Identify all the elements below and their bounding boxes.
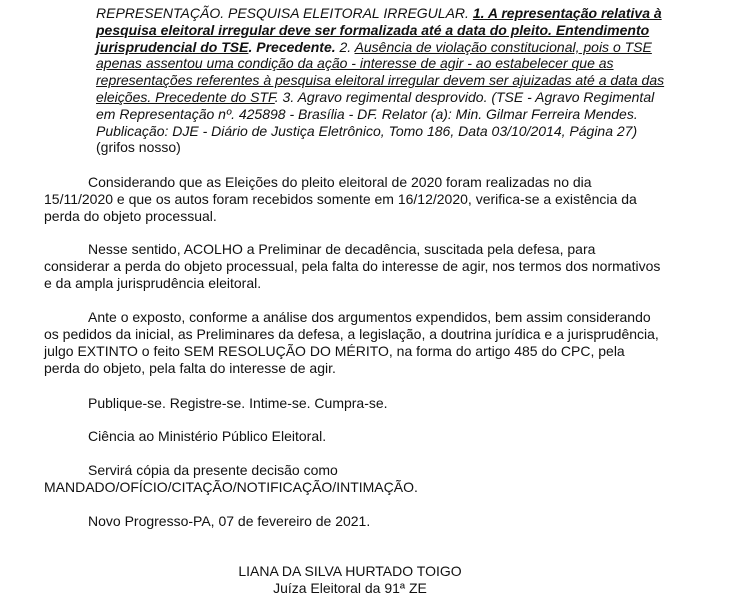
quote-precedent-label: . Precedente. xyxy=(248,38,336,55)
paragraph-copy-serves-as: Servirá cópia da presente decisão como MANDADO/OFÍCIO/CITAÇÃO/NOTIFICAÇÃO/INTIMAÇÃO. xyxy=(44,462,418,495)
quote-item-number: 2. xyxy=(335,38,355,55)
quote-constitutional-emphasis: Ausência de violação constitucional, pois o TSE apenas assentou uma condição da ação - interesse de agir - ao estabelecer que as representações referentes à pesquisa eleitoral irregular devem ser ajuizadas até a data das eleições. Precedente do STF xyxy=(96,38,665,105)
quote-citation: . 3. Agravo regimental desprovido. (TSE - Agravo Regimental em Representação nº. 425898 - Brasília - DF. Relator (a): Min. Gilmar Ferreira Mendes. Publicação: DJE - Diário de Justiça Eletrônico, Tomo 186, Data 03/10/2014, Página 27) xyxy=(96,88,655,139)
paragraph-preliminary-accepted: Nesse sentido, ACOLHO a Preliminar de decadência, suscitada pela defesa, para considerar a perda do objeto processual, pela falta do interesse de agir, nos termos dos normativos e da ampla jurisprudência eleitoral. xyxy=(44,241,661,291)
signature-title: Juíza Eleitoral da 91ª ZE xyxy=(273,580,427,596)
signature-name: LIANA DA SILVA HURTADO TOIGO xyxy=(238,563,462,579)
quote-holding-emphasis: 1. A representação relativa à pesquisa eleitoral irregular deve ser formalizada até a data do pleito. Entendimento jurisprudencial do TSE xyxy=(96,5,662,55)
paragraph-ruling: Ante o exposto, conforme a análise dos argumentos expendidos, bem assim considerando os pedidos da inicial, as Preliminares da defesa, a legislação, a doutrina jurídica e a jurisprudência, julgo EXTINTO o feito SEM RESOLUÇÃO DO MÉRITO, na forma do artigo 485 do CPC, pela perda do objeto, pela falta do interesse de agir. xyxy=(44,309,659,376)
paragraph-publish: Publique-se. Registre-se. Intime-se. Cumpra-se. xyxy=(88,395,388,411)
paragraph-place-date: Novo Progresso-PA, 07 de fevereiro de 2021. xyxy=(88,513,371,529)
paragraph-elections-date: Considerando que as Eleições do pleito eleitoral de 2020 foram realizadas no dia 15/11/2020 e que os autos foram recebidos somente em 16/12/2020, verifica-se a existência da perda do objeto processual. xyxy=(44,174,637,224)
quote-emphasis-note: (grifos nosso) xyxy=(96,139,181,156)
paragraph-public-ministry: Ciência ao Ministério Público Eleitoral. xyxy=(88,428,327,444)
jurisprudence-quote xyxy=(96,5,666,156)
quote-heading: REPRESENTAÇÃO. PESQUISA ELEITORAL IRREGULAR. xyxy=(96,5,473,21)
